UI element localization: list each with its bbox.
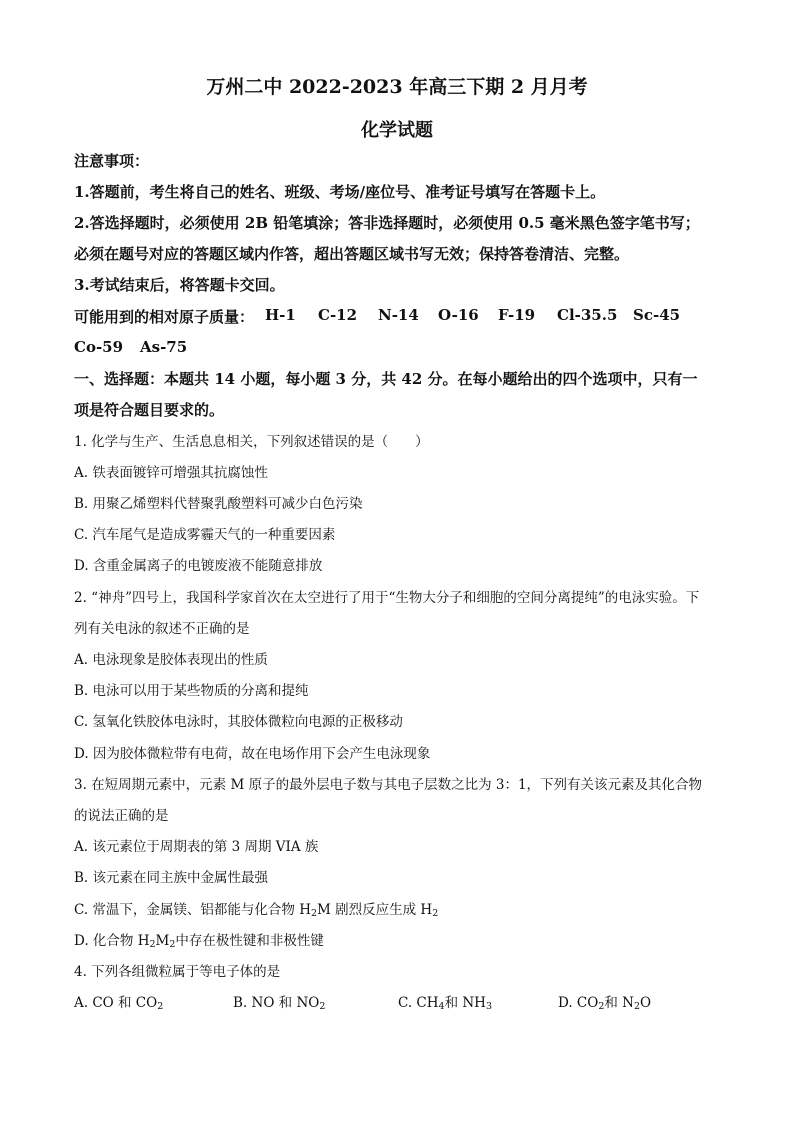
question-1-option-a: A. 铁表面镀锌可增强其抗腐蚀性	[74, 465, 268, 481]
question-3-stem-cont: 的说法正确的是	[74, 808, 169, 824]
mass-co: Co-59	[74, 338, 124, 356]
mass-o: O-16	[438, 306, 479, 324]
section-heading: 一、选择题：本题共 14 小题，每小题 3 分，共 42 分。在每小题给出的四个选项中，只有一	[74, 370, 698, 388]
mass-as: As-75	[140, 338, 188, 356]
question-4-option-a: A. CO 和 $CO_2$	[74, 995, 164, 1012]
section-heading-cont: 项是符合题目要求的。	[74, 401, 225, 419]
question-2-stem-cont: 列有关电泳的叙述不正确的是	[74, 621, 250, 637]
question-4-option-c: C. $CH_4$和 $NH_3$	[398, 995, 492, 1012]
note-item-2: 2.答选择题时，必须使用 2B 铅笔填涂；答非选择题时，必须使用 0.5 毫米黑色签字笔书写；	[74, 214, 700, 232]
question-2-option-c: C. 氢氧化铁胶体电泳时，其胶体微粒向电源的正极移动	[74, 714, 403, 730]
question-4-option-d: D. $CO_2$和 $N_2O$	[558, 995, 652, 1012]
note-item-2-cont: 必须在题号对应的答题区域内作答，超出答题区域书写无效；保持答卷清洁、完整。	[74, 245, 630, 263]
exam-subtitle: 化学试题	[361, 120, 433, 141]
mass-n: N-14	[378, 306, 419, 324]
question-4-stem: 4. 下列各组微粒属于等电子体的是	[74, 964, 281, 980]
question-1-stem: 1. 化学与生产、生活息息相关，下列叙述错误的是（ ）	[74, 434, 429, 450]
question-3-option-c: C. 常温下，金属镁、铝都能与化合物 $H_2M$ 剧烈反应生成 $H_2$	[74, 902, 439, 919]
question-1-option-b: B. 用聚乙烯塑料代替聚乳酸塑料可减少白色污染	[74, 496, 363, 512]
question-3-option-b: B. 该元素在同主族中金属性最强	[74, 870, 269, 886]
mass-f: F-19	[498, 306, 536, 324]
note-item-3: 3.考试结束后，将答题卡交回。	[74, 276, 285, 294]
atomic-mass-label: 可能用到的相对原子质量：	[74, 308, 255, 326]
question-3-option-d: D. 化合物 $H_2M_2$中存在极性键和非极性键	[74, 933, 324, 950]
mass-h: H-1	[265, 306, 296, 324]
mass-sc: Sc-45	[633, 306, 681, 324]
question-2-option-a: A. 电泳现象是胶体表现出的性质	[74, 652, 268, 668]
question-3-stem: 3. 在短周期元素中，元素 M 原子的最外层电子数与其电子层数之比为 3：1，下列有关该元素及其化合物	[74, 777, 703, 793]
question-2-stem: 2. “神舟”四号上，我国科学家首次在太空进行了用于“生物大分子和细胞的空间分离提纯”的电泳实验。下	[74, 590, 700, 606]
question-2-option-b: B. 电泳可以用于某些物质的分离和提纯	[74, 683, 309, 699]
question-4-option-b: B. NO 和 $NO_2$	[233, 995, 326, 1012]
mass-c: C-12	[318, 306, 358, 324]
note-item-1: 1.答题前，考生将自己的姓名、班级、考场/座位号、准考证号填写在答题卡上。	[74, 183, 606, 201]
question-1-option-d: D. 含重金属离子的电镀废液不能随意排放	[74, 558, 323, 574]
question-2-option-d: D. 因为胶体微粒带有电荷，故在电场作用下会产生电泳现象	[74, 746, 431, 762]
question-1-option-c: C. 汽车尾气是造成雾霾天气的一种重要因素	[74, 527, 336, 543]
mass-cl: Cl-35.5	[557, 306, 618, 324]
question-3-option-a: A. 该元素位于周期表的第 3 周期 VIA 族	[74, 839, 319, 855]
exam-title: 万州二中 2022-2023 年高三下期 2 月月考	[206, 76, 588, 98]
notes-heading: 注意事项：	[74, 152, 150, 170]
